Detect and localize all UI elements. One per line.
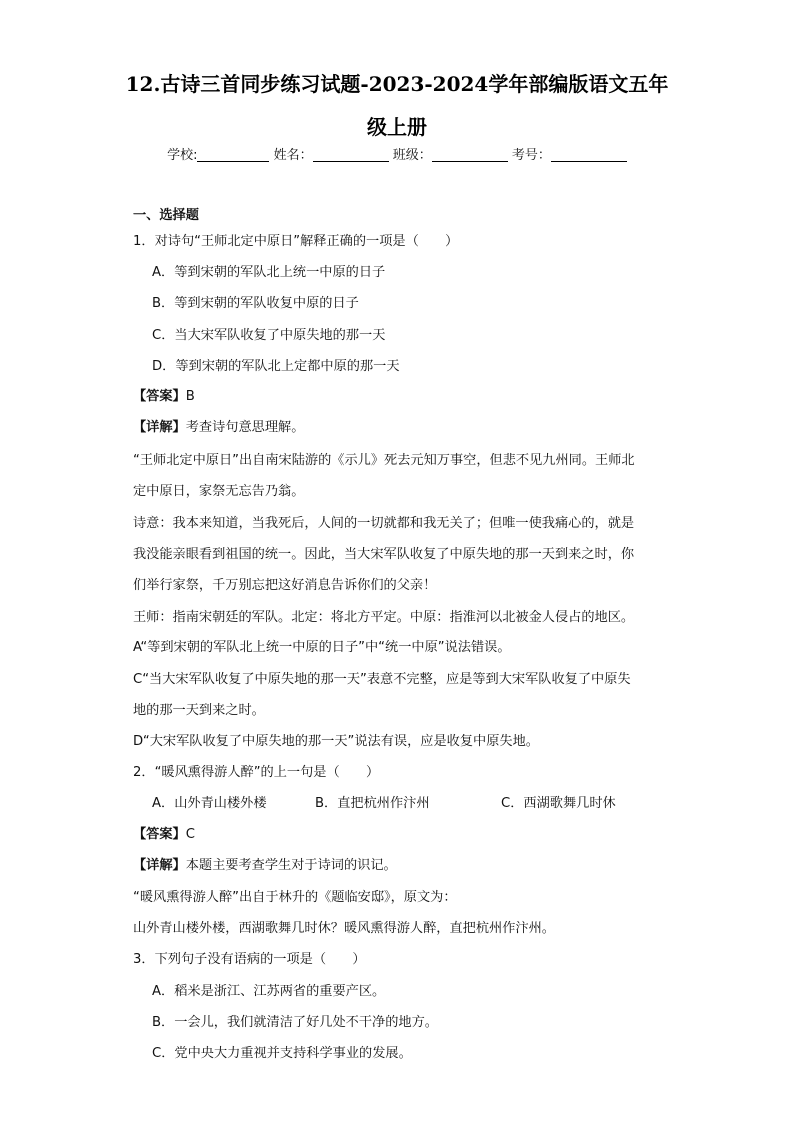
class-label: 班级： — [392, 148, 432, 163]
question-1-stem: 1．对诗句“王师北定中原日”解释正确的一项是（ ） — [133, 234, 459, 249]
question-1-option-d: D．等到宋朝的军队北上定都中原的那一天 — [152, 359, 400, 374]
detail-label: 【详解】 — [133, 858, 186, 873]
explanation-line: 王师：指南宋朝廷的军队。北定：将北方平定。中原：指淮河以北被金人侵占的地区。 — [133, 610, 635, 625]
explanation-line: 山外青山楼外楼，西湖歌舞几时休？暖风熏得游人醉，直把杭州作汴州。 — [133, 921, 555, 936]
question-2-option-a: A．山外青山楼外楼 — [152, 796, 267, 811]
explanation-line: 诗意：我本来知道，当我死后，人间的一切就都和我无关了；但唯一使我痛心的，就是 — [133, 516, 635, 531]
explanation-line: “暖风熏得游人醉”出自于林升的《题临安邸》，原文为： — [133, 890, 457, 905]
school-label: 学校: — [167, 148, 198, 163]
question-2-stem: 2．“暖风熏得游人醉”的上一句是（ ） — [133, 765, 380, 780]
section-heading: 一、选择题 — [133, 208, 199, 223]
answer-value: B — [185, 389, 195, 404]
explanation-line: C“当大宋军队收复了中原失地的那一天”表意不完整，应是等到大宋军队收复了中原失 — [133, 672, 631, 687]
question-2-option-c: C．西湖歌舞几时休 — [501, 796, 616, 811]
question-1-detail — [133, 418, 304, 438]
exam-number-blank[interactable] — [551, 147, 627, 162]
document-title-line-1: 12.古诗三首同步练习试题-2023-2024学年部编版语文五年 — [125, 72, 669, 96]
explanation-line: A“等到宋朝的军队北上统一中原的日子”中“统一中原”说法错误。 — [133, 640, 511, 655]
question-2-detail — [133, 856, 397, 876]
explanation-line: 我没能亲眼看到祖国的统一。因此，当大宋军队收复了中原失地的那一天到来之时，你 — [133, 547, 635, 562]
explanation-line: “王师北定中原日”出自南宋陆游的《示儿》死去元知万事空，但悲不见九州同。王师北 — [133, 453, 635, 468]
question-1-option-a: A．等到宋朝的军队北上统一中原的日子 — [152, 265, 386, 280]
detail-text: 考查诗句意思理解。 — [185, 420, 305, 435]
answer-label: 【答案】 — [133, 827, 186, 842]
answer-label: 【答案】 — [133, 389, 186, 404]
question-1-option-c: C．当大宋军队收复了中原失地的那一天 — [152, 328, 386, 343]
name-blank[interactable] — [313, 147, 389, 162]
question-2-option-b: B．直把杭州作汴州 — [315, 796, 430, 811]
explanation-line: 定中原日，家祭无忘告乃翁。 — [133, 484, 305, 499]
document-title-line-2: 级上册 — [367, 115, 427, 139]
question-3-option-a: A．稻米是浙江、江苏两省的重要产区。 — [152, 984, 386, 999]
question-3-stem: 3．下列句子没有语病的一项是（ ） — [133, 952, 366, 967]
question-1-answer — [133, 387, 195, 407]
explanation-line: 们举行家祭，千万别忘把这好消息告诉你们的父亲！ — [133, 578, 437, 593]
exam-number-label: 考号： — [511, 148, 551, 163]
explanation-line: D“大宋军队收复了中原失地的那一天”说法有误，应是收复中原失地。 — [133, 734, 539, 749]
detail-text: 本题主要考查学生对于诗词的识记。 — [185, 858, 397, 873]
school-blank[interactable] — [197, 147, 269, 162]
detail-label: 【详解】 — [133, 420, 186, 435]
explanation-line: 地的那一天到来之时。 — [133, 703, 265, 718]
question-3-option-b: B．一会儿，我们就清洁了好几处不干净的地方。 — [152, 1015, 438, 1030]
answer-value: C — [185, 827, 195, 842]
student-info-row — [0, 144, 794, 163]
class-blank[interactable] — [432, 147, 508, 162]
question-1-option-b: B．等到宋朝的军队收复中原的日子 — [152, 296, 359, 311]
question-2-answer — [133, 825, 195, 845]
name-label: 姓名： — [273, 148, 313, 163]
question-3-option-c: C．党中央大力重视并支持科学事业的发展。 — [152, 1046, 412, 1061]
